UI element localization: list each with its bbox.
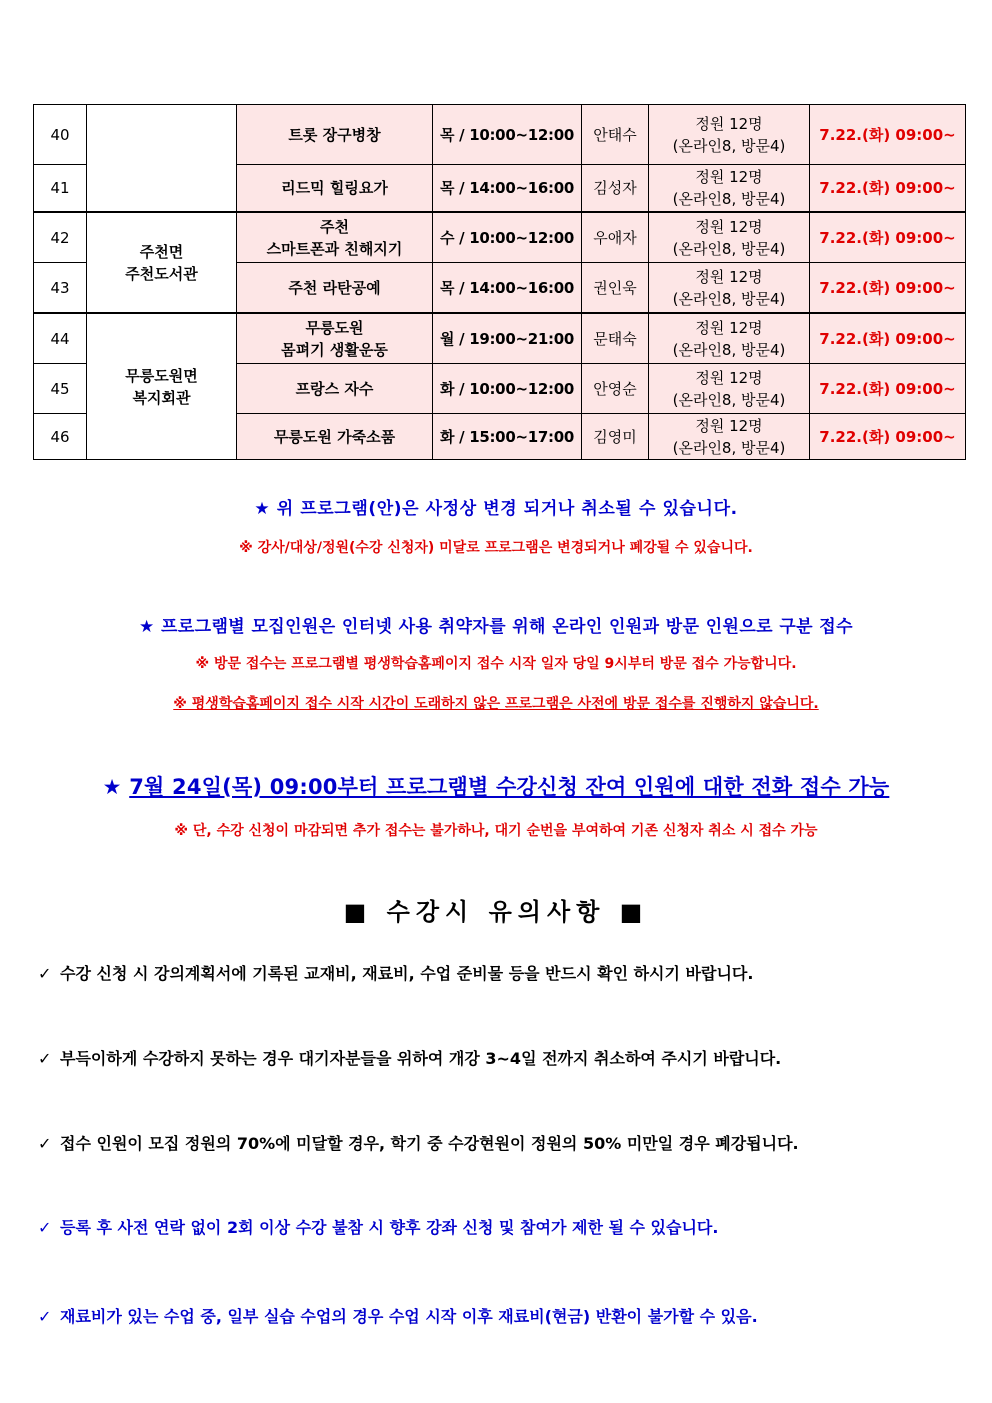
check-icon: ✓ [38,1134,52,1153]
notice-item: ✓ 수강 신청 시 강의계획서에 기록된 교재비, 재료비, 수업 준비물 등을 반드시 확인 하시기 바랍니다. [38,964,754,983]
instructor: 권인욱 [582,263,649,314]
instructor: 우애자 [582,212,649,263]
notice-change: ★ 위 프로그램(안)은 사정상 변경 되거나 취소될 수 있습니다. [254,499,738,519]
program-name: 무릉도원 가죽소품 [237,414,433,460]
venue-cell [87,105,237,213]
table-row [34,313,966,364]
capacity: 정원 12명 (온라인8, 방문4) [649,313,810,364]
notice-item: ✓ 등록 후 사전 연락 없이 2회 이상 수강 불참 시 향후 강좌 신청 및 참여가 제한 될 수 있습니다. [38,1218,719,1237]
row-number: 43 [34,263,87,314]
check-icon: ✓ [38,1049,52,1068]
registration-date: 7.22.(화) 09:00~ [810,105,966,165]
schedule: 목 / 10:00~12:00 [433,105,582,165]
notice-phone: ★ 7월 24일(목) 09:00부터 프로그램별 수강신청 잔여 인원에 대한 전화 접수 가능 [102,775,890,799]
check-icon: ✓ [38,964,52,983]
schedule: 월 / 19:00~21:00 [433,313,582,364]
row-number: 46 [34,414,87,460]
capacity: 정원 12명 (온라인8, 방문4) [649,414,810,460]
capacity: 정원 12명 (온라인8, 방문4) [649,364,810,414]
row-number: 45 [34,364,87,414]
notice-waitlist: ※ 단, 수강 신청이 마감되면 추가 접수는 불가하나, 대기 순번을 부여하여 기존 신청자 취소 시 접수 가능 [174,823,818,839]
schedule: 수 / 10:00~12:00 [433,212,582,263]
program-name: 리드믹 힐링요가 [237,165,433,213]
section-title: ■ 수강시 유의사항 ■ [343,898,649,926]
instructor: 김영미 [582,414,649,460]
registration-date: 7.22.(화) 09:00~ [810,212,966,263]
notice-visit-restriction: ※ 평생학습홈페이지 접수 시작 시간이 도래하지 않은 프로그램은 사전에 방문 접수를 진행하지 않습니다. [173,696,819,712]
row-number: 42 [34,212,87,263]
schedule: 화 / 10:00~12:00 [433,364,582,414]
instructor: 안태수 [582,105,649,165]
instructor: 안영순 [582,364,649,414]
notice-item: ✓ 부득이하게 수강하지 못하는 경우 대기자분들을 위하여 개강 3~4일 전까지 취소하여 주시기 바랍니다. [38,1049,782,1068]
venue-cell: 무릉도원면 복지회관 [87,313,237,460]
capacity: 정원 12명 (온라인8, 방문4) [649,105,810,165]
table-row [34,212,966,263]
program-table [33,104,966,460]
star-icon: ★ [254,499,271,519]
notice-item: ✓ 재료비가 있는 수업 중, 일부 실습 수업의 경우 수업 시작 이후 재료비(현금) 반환이 불가할 수 있음. [38,1307,758,1326]
capacity: 정원 12명 (온라인8, 방문4) [649,212,810,263]
registration-date: 7.22.(화) 09:00~ [810,414,966,460]
program-name: 프랑스 자수 [237,364,433,414]
capacity: 정원 12명 (온라인8, 방문4) [649,165,810,213]
schedule: 화 / 15:00~17:00 [433,414,582,460]
check-icon: ✓ [38,1218,52,1237]
table-row [34,105,966,165]
registration-date: 7.22.(화) 09:00~ [810,313,966,364]
instructor: 김성자 [582,165,649,213]
venue-cell: 주천면 주천도서관 [87,212,237,313]
notice-item: ✓ 접수 인원이 모집 정원의 70%에 미달할 경우, 학기 중 수강현원이 정원의 50% 미만일 경우 폐강됩니다. [38,1134,799,1153]
schedule: 목 / 14:00~16:00 [433,165,582,213]
program-name: 주천 스마트폰과 친해지기 [237,212,433,263]
notice-quota: ★ 프로그램별 모집인원은 인터넷 사용 취약자를 위해 온라인 인원과 방문 인원으로 구분 접수 [139,617,853,637]
row-number: 40 [34,105,87,165]
registration-date: 7.22.(화) 09:00~ [810,364,966,414]
star-icon: ★ [139,617,155,637]
program-name: 트롯 장구병창 [237,105,433,165]
capacity: 정원 12명 (온라인8, 방문4) [649,263,810,314]
star-icon: ★ [102,775,122,799]
program-name: 무릉도원 몸펴기 생활운동 [237,313,433,364]
check-icon: ✓ [38,1307,52,1326]
row-number: 41 [34,165,87,213]
notice-cancel: ※ 강사/대상/정원(수강 신청자) 미달로 프로그램은 변경되거나 폐강될 수 있습니다. [239,540,753,556]
row-number: 44 [34,313,87,364]
registration-date: 7.22.(화) 09:00~ [810,263,966,314]
notice-visit: ※ 방문 접수는 프로그램별 평생학습홈페이지 접수 시작 일자 당일 9시부터 방문 접수 가능합니다. [195,656,797,672]
instructor: 문태숙 [582,313,649,364]
registration-date: 7.22.(화) 09:00~ [810,165,966,213]
schedule: 목 / 14:00~16:00 [433,263,582,314]
program-name: 주천 라탄공예 [237,263,433,314]
